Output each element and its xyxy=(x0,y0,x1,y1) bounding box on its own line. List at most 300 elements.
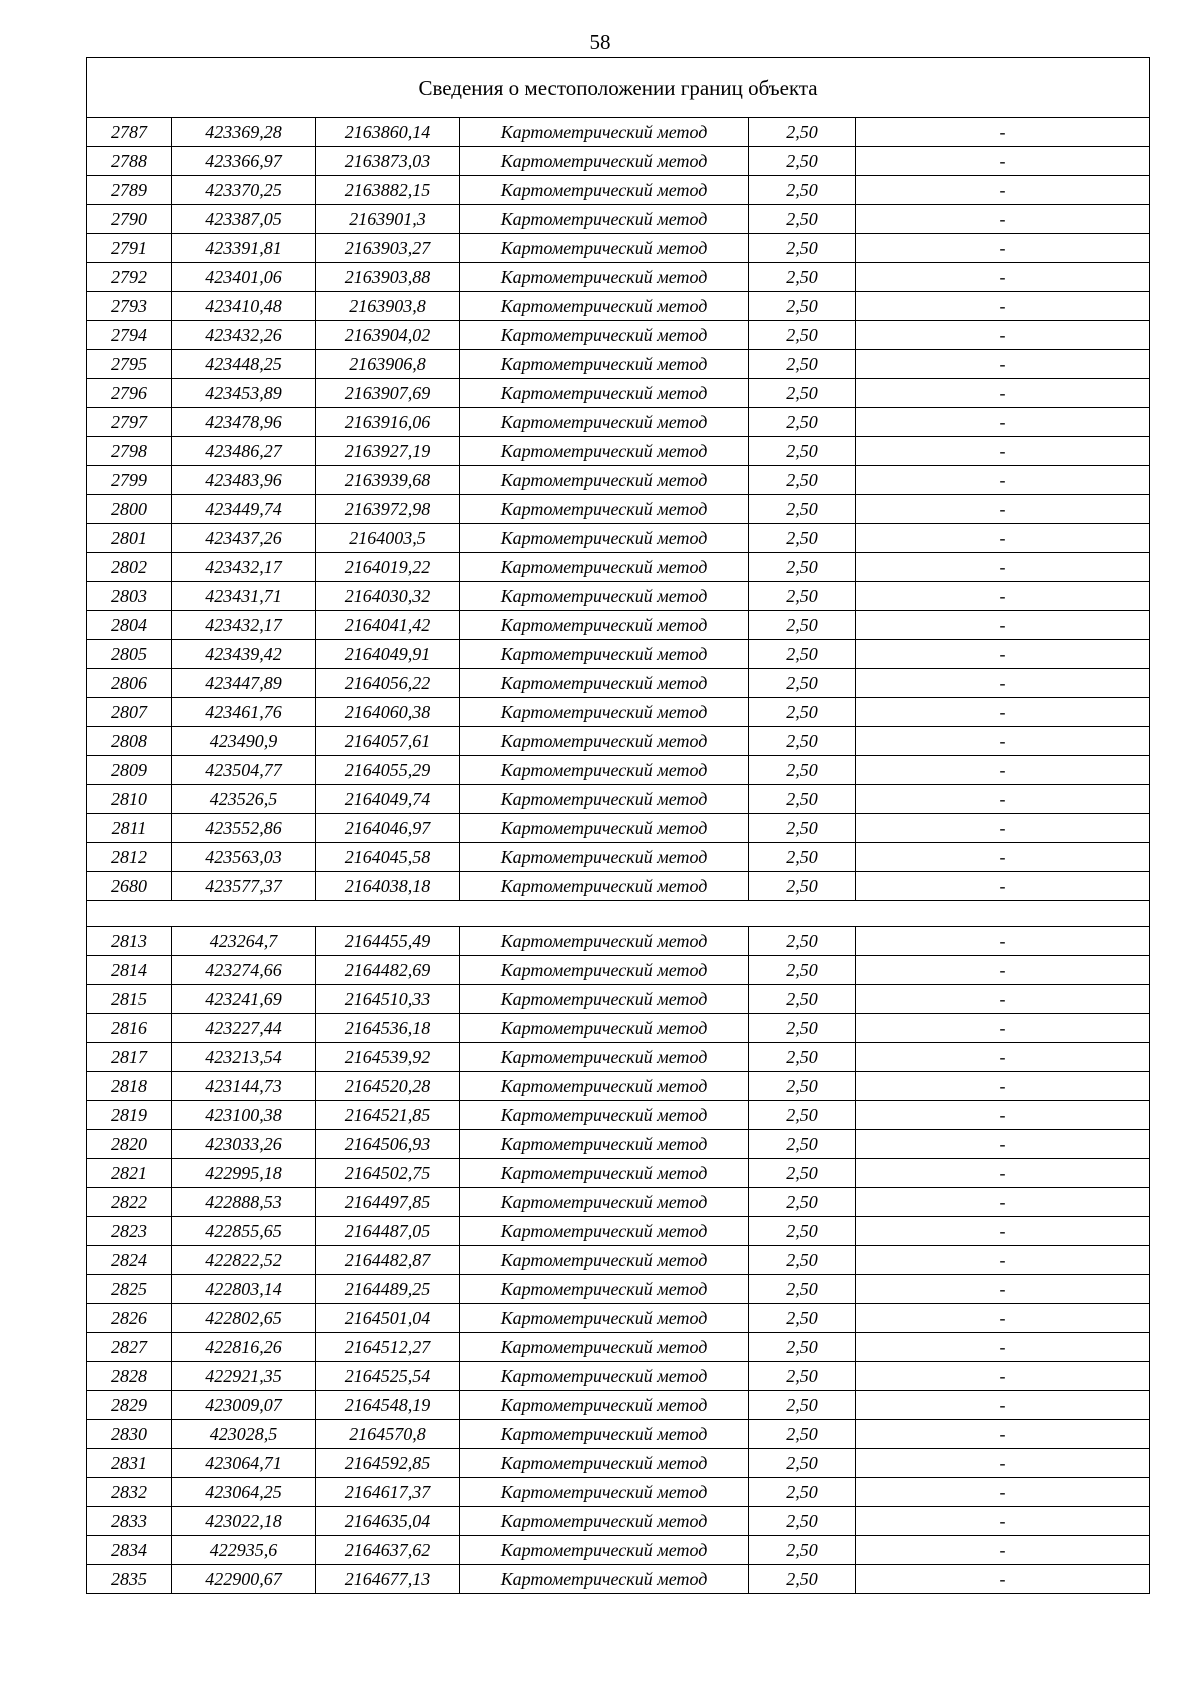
method-cell: Картометрический метод xyxy=(460,1478,749,1507)
point-number-cell: 2791 xyxy=(87,234,172,263)
accuracy-cell: 2,50 xyxy=(749,1043,856,1072)
accuracy-cell: 2,50 xyxy=(749,205,856,234)
method-cell: Картометрический метод xyxy=(460,1014,749,1043)
y-coordinate-cell: 2163916,06 xyxy=(316,408,460,437)
x-coordinate-cell: 423461,76 xyxy=(172,698,316,727)
table-row xyxy=(87,1362,1150,1391)
accuracy-cell: 2,50 xyxy=(749,611,856,640)
table-row xyxy=(87,1159,1150,1188)
table-row xyxy=(87,292,1150,321)
y-coordinate-cell: 2164548,19 xyxy=(316,1391,460,1420)
point-number-cell: 2831 xyxy=(87,1449,172,1478)
y-coordinate-cell: 2164637,62 xyxy=(316,1536,460,1565)
y-coordinate-cell: 2164506,93 xyxy=(316,1130,460,1159)
table-row xyxy=(87,1014,1150,1043)
accuracy-cell: 2,50 xyxy=(749,956,856,985)
x-coordinate-cell: 423552,86 xyxy=(172,814,316,843)
table-row xyxy=(87,698,1150,727)
x-coordinate-cell: 423033,26 xyxy=(172,1130,316,1159)
method-cell: Картометрический метод xyxy=(460,1507,749,1536)
point-number-cell: 2825 xyxy=(87,1275,172,1304)
table-row xyxy=(87,408,1150,437)
section-separator-row xyxy=(87,901,1150,927)
description-cell: - xyxy=(856,756,1150,785)
accuracy-cell: 2,50 xyxy=(749,1072,856,1101)
description-cell: - xyxy=(856,1304,1150,1333)
point-number-cell: 2801 xyxy=(87,524,172,553)
point-number-cell: 2832 xyxy=(87,1478,172,1507)
method-cell: Картометрический метод xyxy=(460,956,749,985)
method-cell: Картометрический метод xyxy=(460,1391,749,1420)
x-coordinate-cell: 423144,73 xyxy=(172,1072,316,1101)
point-number-cell: 2680 xyxy=(87,872,172,901)
x-coordinate-cell: 423439,42 xyxy=(172,640,316,669)
x-coordinate-cell: 423387,05 xyxy=(172,205,316,234)
accuracy-cell: 2,50 xyxy=(749,1188,856,1217)
accuracy-cell: 2,50 xyxy=(749,582,856,611)
table-row xyxy=(87,843,1150,872)
point-number-cell: 2820 xyxy=(87,1130,172,1159)
accuracy-cell: 2,50 xyxy=(749,1275,856,1304)
method-cell: Картометрический метод xyxy=(460,350,749,379)
description-cell: - xyxy=(856,872,1150,901)
point-number-cell: 2826 xyxy=(87,1304,172,1333)
description-cell: - xyxy=(856,1536,1150,1565)
accuracy-cell: 2,50 xyxy=(749,263,856,292)
y-coordinate-cell: 2163907,69 xyxy=(316,379,460,408)
table-row xyxy=(87,814,1150,843)
description-cell: - xyxy=(856,263,1150,292)
table-row xyxy=(87,495,1150,524)
y-coordinate-cell: 2164635,04 xyxy=(316,1507,460,1536)
table-row xyxy=(87,263,1150,292)
accuracy-cell: 2,50 xyxy=(749,1420,856,1449)
y-coordinate-cell: 2164525,54 xyxy=(316,1362,460,1391)
point-number-cell: 2818 xyxy=(87,1072,172,1101)
x-coordinate-cell: 422995,18 xyxy=(172,1159,316,1188)
description-cell: - xyxy=(856,727,1150,756)
accuracy-cell: 2,50 xyxy=(749,669,856,698)
table-row xyxy=(87,350,1150,379)
y-coordinate-cell: 2164502,75 xyxy=(316,1159,460,1188)
accuracy-cell: 2,50 xyxy=(749,927,856,956)
method-cell: Картометрический метод xyxy=(460,1159,749,1188)
description-cell: - xyxy=(856,1246,1150,1275)
point-number-cell: 2835 xyxy=(87,1565,172,1594)
description-cell: - xyxy=(856,495,1150,524)
method-cell: Картометрический метод xyxy=(460,553,749,582)
description-cell: - xyxy=(856,640,1150,669)
y-coordinate-cell: 2163972,98 xyxy=(316,495,460,524)
description-cell: - xyxy=(856,1275,1150,1304)
x-coordinate-cell: 423227,44 xyxy=(172,1014,316,1043)
point-number-cell: 2790 xyxy=(87,205,172,234)
point-number-cell: 2787 xyxy=(87,118,172,147)
method-cell: Картометрический метод xyxy=(460,1565,749,1594)
accuracy-cell: 2,50 xyxy=(749,1478,856,1507)
x-coordinate-cell: 422822,52 xyxy=(172,1246,316,1275)
x-coordinate-cell: 422935,6 xyxy=(172,1536,316,1565)
table-row xyxy=(87,611,1150,640)
point-number-cell: 2823 xyxy=(87,1217,172,1246)
table-row xyxy=(87,1130,1150,1159)
point-number-cell: 2799 xyxy=(87,466,172,495)
description-cell: - xyxy=(856,1101,1150,1130)
description-cell: - xyxy=(856,147,1150,176)
method-cell: Картометрический метод xyxy=(460,1043,749,1072)
accuracy-cell: 2,50 xyxy=(749,118,856,147)
y-coordinate-cell: 2164060,38 xyxy=(316,698,460,727)
point-number-cell: 2796 xyxy=(87,379,172,408)
method-cell: Картометрический метод xyxy=(460,727,749,756)
accuracy-cell: 2,50 xyxy=(749,1449,856,1478)
accuracy-cell: 2,50 xyxy=(749,292,856,321)
method-cell: Картометрический метод xyxy=(460,698,749,727)
point-number-cell: 2795 xyxy=(87,350,172,379)
x-coordinate-cell: 422803,14 xyxy=(172,1275,316,1304)
x-coordinate-cell: 423483,96 xyxy=(172,466,316,495)
accuracy-cell: 2,50 xyxy=(749,1391,856,1420)
y-coordinate-cell: 2164520,28 xyxy=(316,1072,460,1101)
y-coordinate-cell: 2164487,05 xyxy=(316,1217,460,1246)
method-cell: Картометрический метод xyxy=(460,1333,749,1362)
method-cell: Картометрический метод xyxy=(460,1536,749,1565)
method-cell: Картометрический метод xyxy=(460,495,749,524)
y-coordinate-cell: 2164482,87 xyxy=(316,1246,460,1275)
y-coordinate-cell: 2164501,04 xyxy=(316,1304,460,1333)
table-row xyxy=(87,756,1150,785)
description-cell: - xyxy=(856,1333,1150,1362)
x-coordinate-cell: 423478,96 xyxy=(172,408,316,437)
accuracy-cell: 2,50 xyxy=(749,379,856,408)
y-coordinate-cell: 2164512,27 xyxy=(316,1333,460,1362)
y-coordinate-cell: 2164019,22 xyxy=(316,553,460,582)
description-cell: - xyxy=(856,321,1150,350)
method-cell: Картометрический метод xyxy=(460,263,749,292)
x-coordinate-cell: 423490,9 xyxy=(172,727,316,756)
point-number-cell: 2813 xyxy=(87,927,172,956)
accuracy-cell: 2,50 xyxy=(749,1246,856,1275)
x-coordinate-cell: 422921,35 xyxy=(172,1362,316,1391)
method-cell: Картометрический метод xyxy=(460,1420,749,1449)
table-row xyxy=(87,1072,1150,1101)
accuracy-cell: 2,50 xyxy=(749,1159,856,1188)
table-body xyxy=(87,58,1150,1594)
point-number-cell: 2792 xyxy=(87,263,172,292)
table-row xyxy=(87,582,1150,611)
accuracy-cell: 2,50 xyxy=(749,553,856,582)
method-cell: Картометрический метод xyxy=(460,1362,749,1391)
table-row xyxy=(87,927,1150,956)
point-number-cell: 2802 xyxy=(87,553,172,582)
point-number-cell: 2822 xyxy=(87,1188,172,1217)
y-coordinate-cell: 2164677,13 xyxy=(316,1565,460,1594)
x-coordinate-cell: 423437,26 xyxy=(172,524,316,553)
table-row xyxy=(87,669,1150,698)
method-cell: Картометрический метод xyxy=(460,466,749,495)
boundary-table xyxy=(86,57,1150,1594)
table-row xyxy=(87,956,1150,985)
method-cell: Картометрический метод xyxy=(460,321,749,350)
description-cell: - xyxy=(856,118,1150,147)
accuracy-cell: 2,50 xyxy=(749,176,856,205)
accuracy-cell: 2,50 xyxy=(749,437,856,466)
x-coordinate-cell: 422888,53 xyxy=(172,1188,316,1217)
method-cell: Картометрический метод xyxy=(460,756,749,785)
point-number-cell: 2805 xyxy=(87,640,172,669)
accuracy-cell: 2,50 xyxy=(749,495,856,524)
x-coordinate-cell: 423563,03 xyxy=(172,843,316,872)
description-cell: - xyxy=(856,408,1150,437)
point-number-cell: 2798 xyxy=(87,437,172,466)
accuracy-cell: 2,50 xyxy=(749,1130,856,1159)
x-coordinate-cell: 423064,25 xyxy=(172,1478,316,1507)
method-cell: Картометрический метод xyxy=(460,582,749,611)
y-coordinate-cell: 2163904,02 xyxy=(316,321,460,350)
y-coordinate-cell: 2163901,3 xyxy=(316,205,460,234)
y-coordinate-cell: 2164038,18 xyxy=(316,872,460,901)
method-cell: Картометрический метод xyxy=(460,1072,749,1101)
y-coordinate-cell: 2163903,88 xyxy=(316,263,460,292)
x-coordinate-cell: 423264,7 xyxy=(172,927,316,956)
y-coordinate-cell: 2164539,92 xyxy=(316,1043,460,1072)
accuracy-cell: 2,50 xyxy=(749,466,856,495)
method-cell: Картометрический метод xyxy=(460,292,749,321)
description-cell: - xyxy=(856,582,1150,611)
description-cell: - xyxy=(856,1362,1150,1391)
method-cell: Картометрический метод xyxy=(460,669,749,698)
y-coordinate-cell: 2164049,91 xyxy=(316,640,460,669)
x-coordinate-cell: 423401,06 xyxy=(172,263,316,292)
accuracy-cell: 2,50 xyxy=(749,814,856,843)
description-cell: - xyxy=(856,437,1150,466)
accuracy-cell: 2,50 xyxy=(749,985,856,1014)
table-row xyxy=(87,379,1150,408)
y-coordinate-cell: 2164521,85 xyxy=(316,1101,460,1130)
x-coordinate-cell: 423028,5 xyxy=(172,1420,316,1449)
x-coordinate-cell: 423432,17 xyxy=(172,611,316,640)
table-row xyxy=(87,640,1150,669)
accuracy-cell: 2,50 xyxy=(749,843,856,872)
x-coordinate-cell: 423366,97 xyxy=(172,147,316,176)
x-coordinate-cell: 423391,81 xyxy=(172,234,316,263)
accuracy-cell: 2,50 xyxy=(749,1565,856,1594)
point-number-cell: 2804 xyxy=(87,611,172,640)
y-coordinate-cell: 2164056,22 xyxy=(316,669,460,698)
description-cell: - xyxy=(856,785,1150,814)
description-cell: - xyxy=(856,1130,1150,1159)
table-row xyxy=(87,553,1150,582)
table-row xyxy=(87,1217,1150,1246)
x-coordinate-cell: 423504,77 xyxy=(172,756,316,785)
point-number-cell: 2817 xyxy=(87,1043,172,1072)
description-cell: - xyxy=(856,553,1150,582)
point-number-cell: 2800 xyxy=(87,495,172,524)
x-coordinate-cell: 422900,67 xyxy=(172,1565,316,1594)
y-coordinate-cell: 2164030,32 xyxy=(316,582,460,611)
x-coordinate-cell: 422855,65 xyxy=(172,1217,316,1246)
accuracy-cell: 2,50 xyxy=(749,350,856,379)
x-coordinate-cell: 423369,28 xyxy=(172,118,316,147)
title-row xyxy=(87,58,1150,118)
table-row xyxy=(87,985,1150,1014)
method-cell: Картометрический метод xyxy=(460,1217,749,1246)
table-row xyxy=(87,785,1150,814)
method-cell: Картометрический метод xyxy=(460,611,749,640)
x-coordinate-cell: 423022,18 xyxy=(172,1507,316,1536)
description-cell: - xyxy=(856,1217,1150,1246)
table-row xyxy=(87,147,1150,176)
method-cell: Картометрический метод xyxy=(460,927,749,956)
y-coordinate-cell: 2164041,42 xyxy=(316,611,460,640)
method-cell: Картометрический метод xyxy=(460,640,749,669)
method-cell: Картометрический метод xyxy=(460,524,749,553)
y-coordinate-cell: 2164003,5 xyxy=(316,524,460,553)
y-coordinate-cell: 2163927,19 xyxy=(316,437,460,466)
y-coordinate-cell: 2163860,14 xyxy=(316,118,460,147)
method-cell: Картометрический метод xyxy=(460,1130,749,1159)
point-number-cell: 2789 xyxy=(87,176,172,205)
method-cell: Картометрический метод xyxy=(460,785,749,814)
method-cell: Картометрический метод xyxy=(460,872,749,901)
point-number-cell: 2830 xyxy=(87,1420,172,1449)
method-cell: Картометрический метод xyxy=(460,408,749,437)
method-cell: Картометрический метод xyxy=(460,1304,749,1333)
accuracy-cell: 2,50 xyxy=(749,872,856,901)
point-number-cell: 2810 xyxy=(87,785,172,814)
point-number-cell: 2829 xyxy=(87,1391,172,1420)
description-cell: - xyxy=(856,1478,1150,1507)
table-row xyxy=(87,1420,1150,1449)
point-number-cell: 2819 xyxy=(87,1101,172,1130)
description-cell: - xyxy=(856,379,1150,408)
x-coordinate-cell: 423449,74 xyxy=(172,495,316,524)
table-row xyxy=(87,1246,1150,1275)
description-cell: - xyxy=(856,843,1150,872)
y-coordinate-cell: 2163882,15 xyxy=(316,176,460,205)
y-coordinate-cell: 2164482,69 xyxy=(316,956,460,985)
table-row xyxy=(87,1333,1150,1362)
y-coordinate-cell: 2164055,29 xyxy=(316,756,460,785)
x-coordinate-cell: 422802,65 xyxy=(172,1304,316,1333)
accuracy-cell: 2,50 xyxy=(749,147,856,176)
table-row xyxy=(87,1391,1150,1420)
point-number-cell: 2806 xyxy=(87,669,172,698)
x-coordinate-cell: 423431,71 xyxy=(172,582,316,611)
point-number-cell: 2797 xyxy=(87,408,172,437)
description-cell: - xyxy=(856,1014,1150,1043)
table-row xyxy=(87,1304,1150,1333)
method-cell: Картометрический метод xyxy=(460,1101,749,1130)
accuracy-cell: 2,50 xyxy=(749,1333,856,1362)
accuracy-cell: 2,50 xyxy=(749,524,856,553)
table-row xyxy=(87,1101,1150,1130)
method-cell: Картометрический метод xyxy=(460,1246,749,1275)
point-number-cell: 2794 xyxy=(87,321,172,350)
accuracy-cell: 2,50 xyxy=(749,785,856,814)
accuracy-cell: 2,50 xyxy=(749,321,856,350)
x-coordinate-cell: 423432,26 xyxy=(172,321,316,350)
table-title: Сведения о местоположении границ объекта xyxy=(87,58,1150,118)
y-coordinate-cell: 2164455,49 xyxy=(316,927,460,956)
y-coordinate-cell: 2164489,25 xyxy=(316,1275,460,1304)
point-number-cell: 2833 xyxy=(87,1507,172,1536)
description-cell: - xyxy=(856,292,1150,321)
description-cell: - xyxy=(856,1420,1150,1449)
method-cell: Картометрический метод xyxy=(460,985,749,1014)
section-separator-cell xyxy=(87,901,1150,927)
accuracy-cell: 2,50 xyxy=(749,1536,856,1565)
y-coordinate-cell: 2164536,18 xyxy=(316,1014,460,1043)
method-cell: Картометрический метод xyxy=(460,205,749,234)
accuracy-cell: 2,50 xyxy=(749,234,856,263)
y-coordinate-cell: 2164497,85 xyxy=(316,1188,460,1217)
description-cell: - xyxy=(856,350,1150,379)
y-coordinate-cell: 2164570,8 xyxy=(316,1420,460,1449)
table-row xyxy=(87,524,1150,553)
accuracy-cell: 2,50 xyxy=(749,756,856,785)
point-number-cell: 2828 xyxy=(87,1362,172,1391)
x-coordinate-cell: 423274,66 xyxy=(172,956,316,985)
table-row xyxy=(87,727,1150,756)
y-coordinate-cell: 2164617,37 xyxy=(316,1478,460,1507)
method-cell: Картометрический метод xyxy=(460,234,749,263)
x-coordinate-cell: 423213,54 xyxy=(172,1043,316,1072)
table-row xyxy=(87,466,1150,495)
method-cell: Картометрический метод xyxy=(460,1188,749,1217)
x-coordinate-cell: 422816,26 xyxy=(172,1333,316,1362)
table-row xyxy=(87,1275,1150,1304)
description-cell: - xyxy=(856,1188,1150,1217)
point-number-cell: 2808 xyxy=(87,727,172,756)
method-cell: Картометрический метод xyxy=(460,843,749,872)
y-coordinate-cell: 2163903,27 xyxy=(316,234,460,263)
table-row xyxy=(87,205,1150,234)
description-cell: - xyxy=(856,1449,1150,1478)
point-number-cell: 2834 xyxy=(87,1536,172,1565)
accuracy-cell: 2,50 xyxy=(749,1101,856,1130)
accuracy-cell: 2,50 xyxy=(749,1217,856,1246)
description-cell: - xyxy=(856,234,1150,263)
table-row xyxy=(87,234,1150,263)
table-row xyxy=(87,1449,1150,1478)
y-coordinate-cell: 2163906,8 xyxy=(316,350,460,379)
y-coordinate-cell: 2163939,68 xyxy=(316,466,460,495)
description-cell: - xyxy=(856,669,1150,698)
accuracy-cell: 2,50 xyxy=(749,1304,856,1333)
description-cell: - xyxy=(856,814,1150,843)
x-coordinate-cell: 423370,25 xyxy=(172,176,316,205)
description-cell: - xyxy=(856,466,1150,495)
point-number-cell: 2821 xyxy=(87,1159,172,1188)
description-cell: - xyxy=(856,1507,1150,1536)
point-number-cell: 2816 xyxy=(87,1014,172,1043)
method-cell: Картометрический метод xyxy=(460,379,749,408)
y-coordinate-cell: 2163873,03 xyxy=(316,147,460,176)
method-cell: Картометрический метод xyxy=(460,176,749,205)
x-coordinate-cell: 423447,89 xyxy=(172,669,316,698)
point-number-cell: 2814 xyxy=(87,956,172,985)
table-row xyxy=(87,1043,1150,1072)
method-cell: Картометрический метод xyxy=(460,118,749,147)
point-number-cell: 2811 xyxy=(87,814,172,843)
accuracy-cell: 2,50 xyxy=(749,408,856,437)
description-cell: - xyxy=(856,927,1150,956)
y-coordinate-cell: 2164046,97 xyxy=(316,814,460,843)
x-coordinate-cell: 423526,5 xyxy=(172,785,316,814)
accuracy-cell: 2,50 xyxy=(749,1362,856,1391)
method-cell: Картометрический метод xyxy=(460,1275,749,1304)
